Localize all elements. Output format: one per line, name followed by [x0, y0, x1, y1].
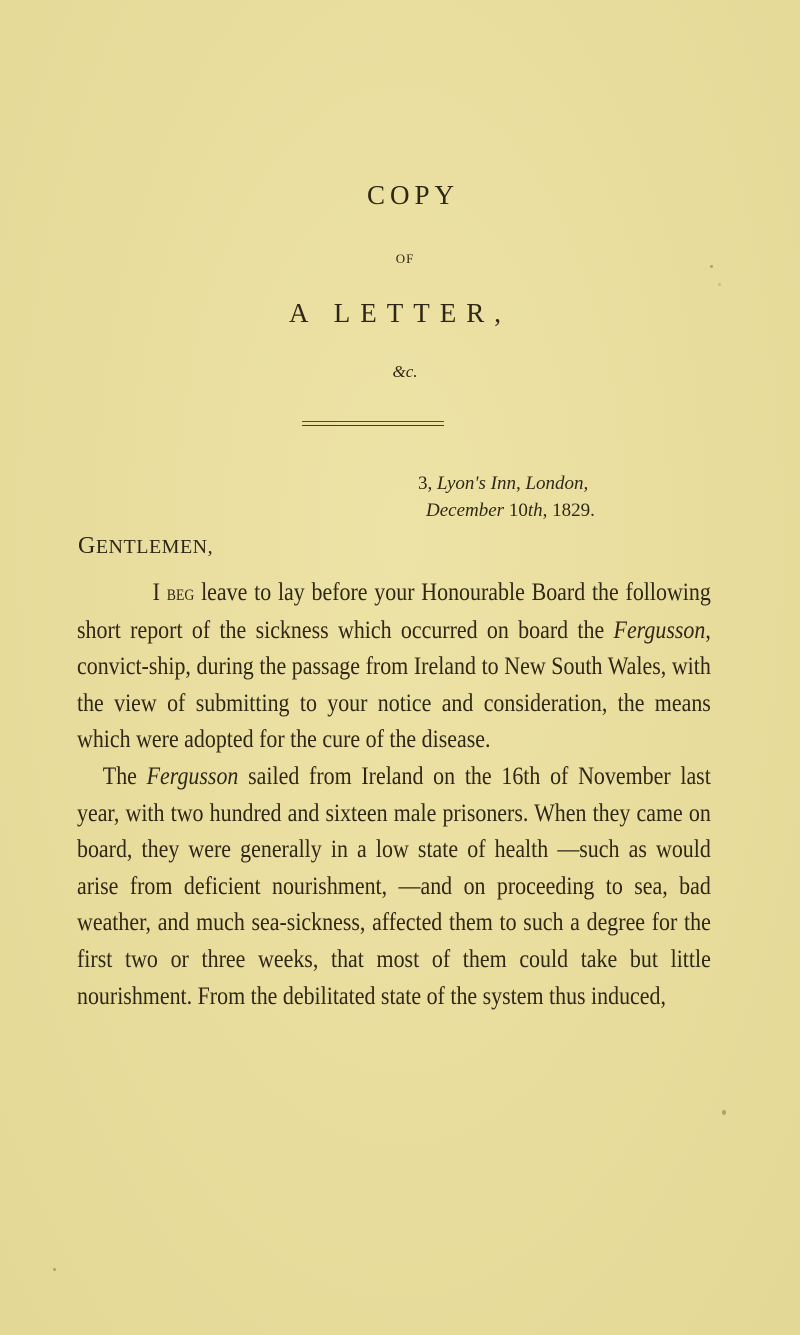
- paper-speck: [710, 265, 713, 268]
- address-number: 3,: [418, 473, 437, 494]
- salutation: [78, 533, 213, 560]
- letter-body: [77, 574, 711, 1014]
- p1-text-b: , convict-ship, during the passage from Ireland to New South Wales, with the view of submitting to your notice and consideration, the means which were adopted for the cure of the disease.: [77, 614, 711, 754]
- date-day: 10: [508, 500, 528, 521]
- address-line-1: [418, 470, 595, 497]
- paper-speck: [718, 283, 721, 286]
- salutation-rest: ENTLEMEN,: [95, 536, 214, 558]
- date-month: December: [426, 500, 509, 521]
- date-year: , 1829.: [542, 500, 595, 521]
- title-of: OF: [395, 251, 415, 266]
- title-copy: COPY: [366, 180, 460, 210]
- p1-text-a: leave to lay before your Honourable Board the following short report of the sickness which occurred on board the: [77, 577, 711, 644]
- title-a-letter: A LETTER,: [289, 298, 511, 328]
- ship-name: Fergusson: [613, 614, 706, 644]
- address-place: Lyon's Inn, London,: [437, 473, 589, 494]
- paper-speck: [722, 1110, 726, 1115]
- double-rule-divider: [302, 421, 444, 426]
- p1-small-caps: beg: [166, 580, 195, 605]
- title-etc: &c.: [392, 362, 418, 381]
- paper-speck: [53, 1268, 56, 1271]
- address-date: [418, 497, 595, 524]
- salutation-initial: G: [78, 533, 96, 559]
- date-suffix: th: [527, 500, 543, 521]
- p1-start: I: [152, 577, 167, 606]
- sender-address: [418, 470, 595, 524]
- p2-text: sailed from Ireland on the 16th of November last year, with two hundred and sixteen male prisoners. When they came on board, they were generally in a low state of health —such as would arise from deficient nourishment, —and on proceeding to sea, bad weather, and much sea-sickness, affected them to such a degree for the first two or three weeks, that most of them could take but little nourishment. From the debilitated state of the system thus induced,: [77, 760, 711, 1010]
- paragraph-2: [77, 758, 711, 1014]
- ship-name: Fergusson: [146, 760, 239, 790]
- paragraph-1: [77, 574, 711, 758]
- p2-start: The: [102, 760, 147, 790]
